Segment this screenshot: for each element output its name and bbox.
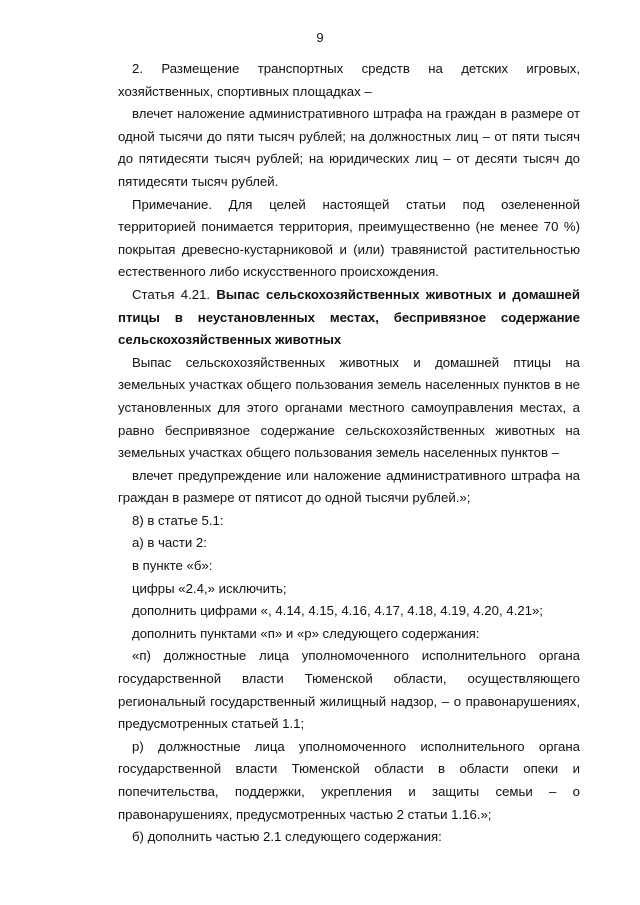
article-heading (118, 284, 580, 352)
paragraph: дополнить цифрами «, 4.14, 4.15, 4.16, 4.17, 4.18, 4.19, 4.20, 4.21»; (132, 603, 543, 619)
paragraph: влечет наложение административного штрафа на граждан в размере от одной тысячи до пяти тысяч рублей; на должностных лиц – от пяти тысяч до пятидесяти тысяч рублей; на юридических лиц – от десяти тысяч до пятидесяти тысяч рублей. (118, 106, 580, 189)
paragraph: «п) должностные лица уполномоченного исполнительного органа государственной власти Тюменской области, осуществляющего региональный государственный жилищный надзор, – о правонарушениях, предусмотренных статьей 1.1; (118, 648, 580, 732)
paragraph: Выпас сельскохозяйственных животных и домашней птицы на земельных участках общего пользования земель населенных пунктов в не установленных для этого органами местного самоуправления местах, а равно беспривязное содержание сельскохозяйственных животных на земельных участках общего пользования земель населенных пунктов – (118, 354, 580, 461)
paragraph: а) в части 2: (132, 535, 207, 551)
article-prefix: Статья 4.21. (132, 286, 211, 302)
page-number: 9 (316, 30, 324, 45)
paragraph: 2. Размещение транспортных средств на детских игровых, хозяйственных, спортивных площадках – (118, 61, 580, 99)
paragraph: в пункте «б»: (132, 558, 213, 574)
document-body (118, 58, 580, 849)
article-title: Выпас сельскохозяйственных животных и домашней птицы в неустановленных местах, беспривязное содержание сельскохозяйственных животных (118, 286, 581, 348)
paragraph: б) дополнить частью 2.1 следующего содержания: (132, 829, 442, 845)
paragraph: р) должностные лица уполномоченного исполнительного органа государственной власти Тюменской области в области опеки и попечительства, поддержки, укрепления и защиты семьи – о правонарушениях, предусмотренных частью 2 статьи 1.16.»; (118, 738, 580, 822)
paragraph: Примечание. Для целей настоящей статьи под озелененной территорией понимается территория, преимущественно (не менее 70 %) покрытая древесно-кустарниковой и (или) травянистой растительностью естественного либо искусственного происхождения. (118, 196, 580, 280)
paragraph: влечет предупреждение или наложение административного штрафа на граждан в размере от пятисот до одной тысячи рублей.»; (118, 467, 580, 506)
paragraph: дополнить пунктами «п» и «р» следующего содержания: (132, 625, 480, 641)
paragraph: 8) в статье 5.1: (132, 512, 224, 528)
paragraph: цифры «2.4,» исключить; (132, 580, 287, 596)
